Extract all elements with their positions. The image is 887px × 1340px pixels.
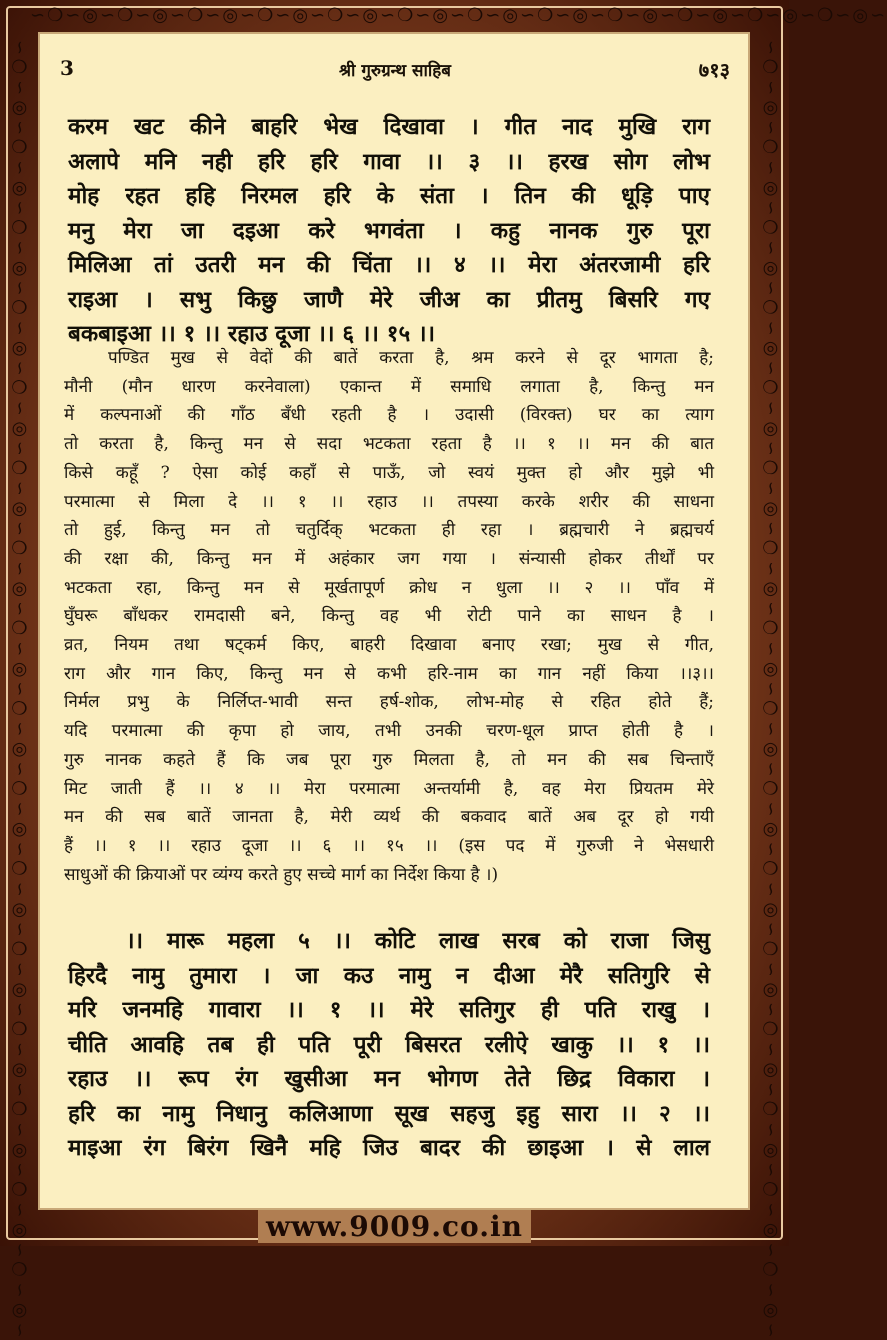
verse-line: माइआ रंग बिरंग खिनै महि जिउ बादर की छाइआ । से लाल — [68, 1135, 710, 1161]
verse-line: रहाउ ।। रूप रंग खुसीआ मन भोगण तेते छिद्र विकारा । — [68, 1066, 710, 1092]
translation-line: मन की सब बातें जानता है, मेरी व्यर्थ की बकवाद बातें अब दूर हो गयी — [64, 807, 714, 828]
hindi-translation — [64, 344, 714, 889]
translation-line: साधुओं की क्रियाओं पर व्यंग्य करते हुए सच्चे मार्ग का निर्देश किया है ।) — [64, 864, 499, 885]
verse-line: अलापे मनि नही हरि हरि गावा ।। ३ ।। हरख सोग लोभ — [68, 148, 710, 175]
verse-line: राइआ । सभु किछु जाणै मेरे जीअ का प्रीतमु बिसरि गए — [68, 286, 710, 313]
verse-line: मिलिआ तां उतरी मन की चिंता ।। ४ ।। मेरा अंतरजामी हरि — [68, 252, 710, 278]
verse-line: मोह रहत हहि निरमल हरि के संता । तिन की धूड़ि पाए — [68, 183, 710, 209]
website-url: www.9009.co.in — [258, 1210, 531, 1243]
page-title: श्री गुरुग्रन्थ साहिब — [338, 61, 452, 81]
translation-line: तो करता है, किन्तु मन से सदा भटकता रहता है ।। १ ।। मन की बात — [64, 434, 714, 455]
page-header — [60, 56, 730, 84]
translation-line: घुँघरू बाँधकर रामदासी बने, किन्तु वह भी रोटी पाने का साधन है । — [64, 606, 714, 627]
translation-line: यदि परमात्मा की कृपा हो जाय, तभी उनकी चरण-धूल प्राप्त होती है । — [64, 721, 714, 742]
verse-line: मनु मेरा जा दइआ करे भगवंता । कहु नानक गुरु पूरा — [68, 217, 710, 244]
translation-line: मिट जाती हैं ।। ४ ।। मेरा परमात्मा अन्तर्यामी है, वह मेरा प्रियतम मेरे — [64, 778, 714, 799]
translation-line: राग और गान किए, किन्तु मन से कभी हरि-नाम का गान नहीं किया ।।३।। — [64, 663, 714, 684]
translation-line: भटकता रहा, किन्तु मन से मूर्खतापूर्ण क्रोध न धुला ।। २ ।। पाँव में — [64, 577, 714, 598]
translation-line: पण्डित मुख से वेदों की बातें करता है, श्रम करने से दूर भागता है; — [108, 348, 714, 368]
translation-line: में कल्पनाओं की गाँठ बँधी रहती है । उदासी (विरक्त) घर का त्याग — [64, 405, 714, 426]
verse-line: हरि का नामु निधानु कलिआणा सूख सहजु इहु सारा ।। २ ।। — [68, 1100, 710, 1127]
ang-number: ७१३ — [698, 58, 730, 82]
ornament-border-right: ∽❍∽◎∽❍∽◎∽❍∽◎∽❍∽◎∽❍∽◎∽❍∽◎∽❍∽◎∽❍∽◎∽❍∽◎∽❍∽◎∽❍∽◎∽❍∽◎∽❍∽◎∽❍∽◎∽❍∽◎∽❍∽◎∽ — [760, 40, 781, 1340]
translation-line: व्रत, नियम तथा षट्कर्म किए, बाहरी दिखावा बनाए रखा; मुख से गीत, — [64, 635, 714, 656]
translation-line: गुरु नानक कहते हैं कि जब पूरा गुरु मिलता है, तो मन की सब चिन्ताएँ — [64, 749, 714, 770]
translation-line: परमात्मा से मिला दे ।। १ ।। रहाउ ।। तपस्या करके शरीर की साधना — [64, 491, 714, 512]
website-watermark — [0, 1210, 789, 1244]
translation-line: की रक्षा की, किन्तु मन में अहंकार जग गया । संन्यासी होकर तीर्थों पर — [64, 548, 714, 569]
translation-line: हैं ।। १ ।। रहाउ दूजा ।। ६ ।। १५ ।। (इस पद में गुरुजी ने भेसधारी — [64, 835, 714, 856]
verse-line: मरि जनमहि गावारा ।। १ ।। मेरे सतिगुर ही पति राखु । — [68, 997, 710, 1023]
ornament-border-top: ∽❍∽◎∽❍∽◎∽❍∽◎∽❍∽◎∽❍∽◎∽❍∽◎∽❍∽◎∽❍∽◎∽❍∽◎∽❍∽◎∽❍∽◎∽❍∽◎∽ — [30, 5, 887, 26]
verse-line: करम खट कीने बाहरि भेख दिखावा । गीत नाद मुखि राग — [68, 114, 710, 140]
page-marker: 3 — [60, 56, 74, 80]
ornament-border-left: ∽❍∽◎∽❍∽◎∽❍∽◎∽❍∽◎∽❍∽◎∽❍∽◎∽❍∽◎∽❍∽◎∽❍∽◎∽❍∽◎∽❍∽◎∽❍∽◎∽❍∽◎∽❍∽◎∽❍∽◎∽❍∽◎∽ — [9, 40, 30, 1340]
verse-line: बकबाइआ ।। १ ।। रहाउ दूजा ।। ६ ।। १५ ।। — [68, 321, 436, 347]
verse-line: हिरदै नामु तुमारा । जा कउ नामु न दीआ मेरै सतिगुरि से — [68, 962, 710, 989]
translation-line: निर्मल प्रभु के निर्लिप्त-भावी सन्त हर्ष-शोक, लोभ-मोह से रहित होते हैं; — [64, 692, 714, 713]
gurbani-verse-bottom — [68, 924, 710, 1166]
gurbani-verse-top — [68, 110, 710, 352]
translation-line: तो हुई, किन्तु मन तो चतुर्दिक् भटकता ही रहा । ब्रह्मचारी ने ब्रह्मचर्य — [64, 520, 714, 541]
translation-line: किसे कहूँ ? ऐसा कोई कहाँ से पाऊँ, जो स्वयं मुक्त हो और मुझे भी — [64, 462, 714, 483]
verse-line: ।। मारू महला ५ ।। कोटि लाख सरब को राजा जिसु — [126, 928, 710, 954]
verse-line: चीति आवहि तब ही पति पूरी बिसरत रलीऐ खाकु ।। १ ।। — [68, 1031, 710, 1058]
scripture-page — [38, 32, 750, 1210]
translation-line: मौनी (मौन धारण करनेवाला) एकान्त में समाधि लगाता है, किन्तु मन — [64, 376, 714, 397]
